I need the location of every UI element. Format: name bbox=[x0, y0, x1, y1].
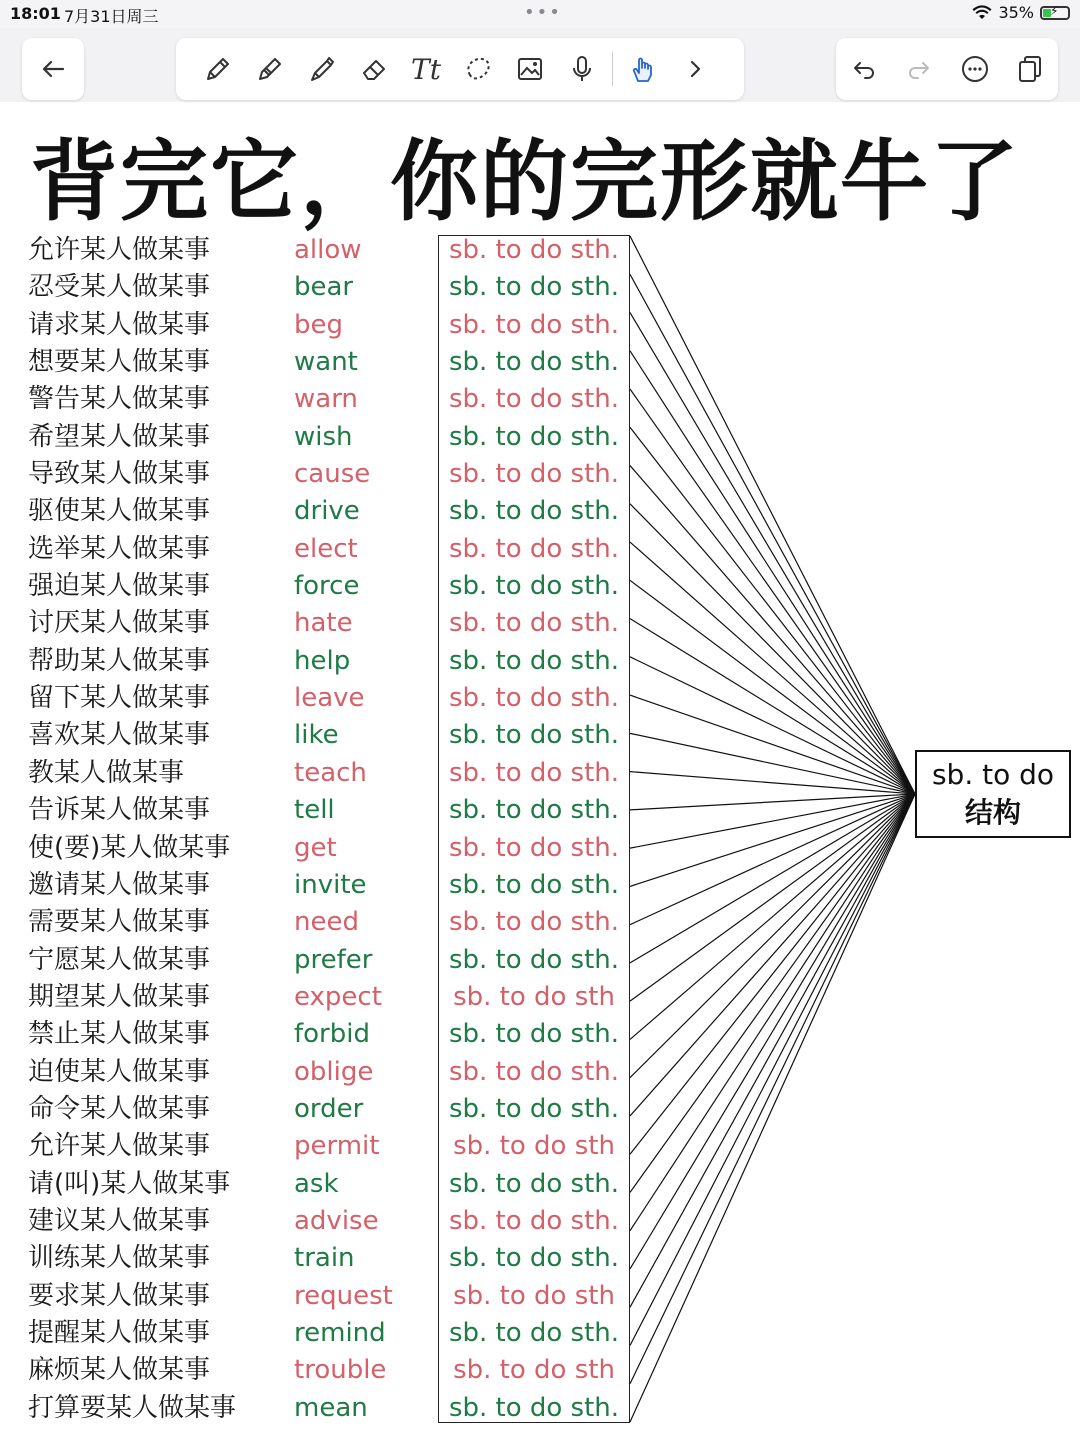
connector-line bbox=[630, 794, 915, 1154]
verb-row: trouble bbox=[294, 1355, 387, 1386]
meaning-row: 留下某人做某事 bbox=[28, 683, 211, 714]
connector-line bbox=[630, 794, 915, 1384]
highlighter-icon[interactable] bbox=[296, 43, 348, 95]
pattern-row: sb. to do sth. bbox=[448, 459, 620, 490]
verb-row: allow bbox=[294, 235, 362, 265]
pattern-row: sb. to do sth. bbox=[448, 1019, 620, 1050]
verb-row: elect bbox=[294, 533, 358, 564]
meaning-row: 迫使某人做某事 bbox=[28, 1056, 211, 1087]
meaning-row: 要求某人做某事 bbox=[28, 1280, 211, 1311]
pattern-row: sb. to do sth. bbox=[448, 1243, 620, 1274]
pattern-row: sb. to do sth bbox=[453, 1131, 615, 1162]
connector-line bbox=[630, 794, 915, 1307]
verb-row: hate bbox=[294, 608, 353, 639]
verb-row: request bbox=[294, 1280, 393, 1311]
connector-line bbox=[630, 274, 915, 794]
connector-line bbox=[630, 351, 915, 794]
connector-line bbox=[630, 313, 915, 794]
pattern-row: sb. to do sth. bbox=[448, 795, 620, 826]
verb-row: forbid bbox=[294, 1019, 370, 1050]
verb-row: need bbox=[294, 907, 359, 938]
connector-line bbox=[630, 733, 915, 794]
verb-row: expect bbox=[294, 981, 382, 1012]
status-right bbox=[972, 3, 1070, 22]
meaning-row: 驱使某人做某事 bbox=[28, 496, 211, 527]
meaning-row: 期望某人做某事 bbox=[28, 981, 211, 1012]
pattern-row: sb. to do sth bbox=[453, 981, 615, 1012]
lasso-icon[interactable] bbox=[452, 43, 504, 95]
connector-line bbox=[630, 580, 915, 794]
summary-box bbox=[915, 750, 1071, 838]
verb-row: leave bbox=[294, 683, 365, 714]
meaning-row: 告诉某人做某事 bbox=[28, 795, 211, 826]
pattern-row: sb. to do sth. bbox=[448, 944, 620, 975]
verb-row: ask bbox=[294, 1168, 339, 1199]
connector-line bbox=[630, 794, 915, 963]
pen-icon[interactable] bbox=[244, 43, 296, 95]
text-tool-glyph: Tt bbox=[411, 52, 441, 86]
more-icon[interactable] bbox=[949, 43, 1001, 95]
verb-row: get bbox=[294, 832, 337, 863]
hand-pointer-icon[interactable] bbox=[617, 43, 669, 95]
connector-line bbox=[630, 794, 915, 925]
verb-row: advise bbox=[294, 1205, 379, 1236]
verb-row: teach bbox=[294, 757, 367, 788]
battery-icon: ⚡ bbox=[1040, 6, 1070, 20]
meaning-row: 训练某人做某事 bbox=[28, 1243, 211, 1274]
verb-row: tell bbox=[294, 795, 335, 826]
status-date: 7月31日周三 bbox=[64, 7, 159, 26]
meaning-row: 教某人做某事 bbox=[28, 757, 185, 788]
pattern-row: sb. to do sth. bbox=[448, 1317, 620, 1348]
verb-row: cause bbox=[294, 459, 371, 490]
meaning-row: 需要某人做某事 bbox=[28, 907, 211, 938]
verb-row: invite bbox=[294, 869, 367, 900]
image-icon[interactable] bbox=[504, 43, 556, 95]
verb-row: mean bbox=[294, 1392, 368, 1423]
meaning-row: 讨厌某人做某事 bbox=[28, 608, 211, 639]
status-bar bbox=[0, 0, 1080, 28]
pattern-row: sb. to do sth. bbox=[448, 832, 620, 863]
status-time: 18:01 bbox=[10, 4, 61, 23]
microphone-icon[interactable] bbox=[556, 43, 608, 95]
connector-line bbox=[630, 794, 915, 1269]
pattern-row: sb. to do sth. bbox=[448, 869, 620, 900]
meaning-row: 邀请某人做某事 bbox=[28, 869, 211, 900]
pattern-row: sb. to do sth. bbox=[448, 347, 620, 378]
connector-line bbox=[630, 542, 915, 794]
pages-icon[interactable] bbox=[1004, 43, 1056, 95]
meaning-row: 打算要某人做某事 bbox=[28, 1392, 237, 1423]
pattern-row: sb. to do sth. bbox=[448, 272, 620, 303]
verb-row: want bbox=[294, 347, 358, 378]
back-arrow-icon[interactable] bbox=[27, 43, 79, 95]
summary-line-1: sb. to do bbox=[931, 758, 1055, 791]
verb-row: like bbox=[294, 720, 339, 751]
meaning-row: 禁止某人做某事 bbox=[28, 1019, 211, 1050]
verb-row: beg bbox=[294, 309, 344, 340]
meaning-row: 宁愿某人做某事 bbox=[28, 944, 211, 975]
verb-column bbox=[294, 232, 393, 1427]
pattern-row: sb. to do sth. bbox=[448, 1392, 620, 1423]
summary-line-2: 结构 bbox=[964, 796, 1021, 829]
pattern-row: sb. to do sth. bbox=[448, 907, 620, 938]
verb-row: bear bbox=[294, 272, 354, 303]
pattern-row: sb. to do sth. bbox=[448, 384, 620, 415]
connector-line bbox=[630, 504, 915, 794]
wifi-icon bbox=[972, 5, 992, 21]
verb-row: train bbox=[294, 1243, 355, 1274]
meaning-row: 忍受某人做某事 bbox=[28, 272, 211, 303]
meaning-row: 请(叫)某人做某事 bbox=[28, 1168, 231, 1199]
pattern-row: sb. to do sth. bbox=[448, 571, 620, 602]
meaning-row: 喜欢某人做某事 bbox=[28, 720, 211, 751]
connector-line bbox=[630, 619, 915, 794]
connector-line bbox=[630, 794, 915, 810]
verb-row: drive bbox=[294, 496, 360, 527]
meaning-row: 建议某人做某事 bbox=[28, 1205, 211, 1236]
meaning-row: 请求某人做某事 bbox=[28, 309, 211, 340]
connector-line bbox=[630, 695, 915, 794]
connector-line bbox=[630, 794, 915, 1078]
pattern-row: sb. to do sth. bbox=[448, 533, 620, 564]
toolbar-separator bbox=[612, 52, 613, 86]
meaning-row: 强迫某人做某事 bbox=[28, 571, 211, 602]
text-tool-icon[interactable] bbox=[400, 43, 452, 95]
verb-row: permit bbox=[294, 1131, 380, 1162]
verb-row: prefer bbox=[294, 944, 373, 975]
connector-line bbox=[630, 657, 915, 794]
pattern-row: sb. to do sth. bbox=[448, 421, 620, 452]
connector-line bbox=[630, 466, 915, 794]
verb-row: remind bbox=[294, 1317, 386, 1348]
battery-percent: 35% bbox=[998, 3, 1034, 22]
meaning-row: 希望某人做某事 bbox=[28, 421, 211, 452]
connector-line bbox=[630, 794, 915, 1039]
actions-pill bbox=[836, 38, 1058, 100]
meaning-row: 麻烦某人做某事 bbox=[28, 1355, 211, 1386]
pattern-row: sb. to do sth. bbox=[448, 645, 620, 676]
pattern-row: sb. to do sth. bbox=[448, 235, 620, 265]
pattern-row: sb. to do sth. bbox=[448, 1093, 620, 1124]
connector-line bbox=[630, 794, 915, 1001]
pattern-row: sb. to do sth. bbox=[448, 309, 620, 340]
meaning-row: 命令某人做某事 bbox=[28, 1093, 211, 1124]
meaning-row: 导致某人做某事 bbox=[28, 459, 211, 490]
redo-icon[interactable] bbox=[893, 43, 945, 95]
multitask-dots-icon[interactable]: ••• bbox=[524, 2, 562, 23]
meaning-row: 允许某人做某事 bbox=[28, 1131, 211, 1162]
connector-line bbox=[630, 794, 915, 1422]
pattern-row: sb. to do sth. bbox=[448, 757, 620, 788]
pattern-row: sb. to do sth. bbox=[448, 1168, 620, 1199]
connector-line bbox=[630, 794, 915, 1192]
meaning-row: 使(要)某人做某事 bbox=[28, 832, 231, 863]
meaning-row: 帮助某人做某事 bbox=[28, 645, 211, 676]
connector-line bbox=[630, 794, 915, 1231]
pattern-row: sb. to do sth. bbox=[448, 720, 620, 751]
verb-row: order bbox=[294, 1093, 364, 1124]
eraser-icon[interactable] bbox=[348, 43, 400, 95]
connector-line bbox=[630, 389, 915, 794]
back-pill bbox=[22, 38, 84, 100]
meaning-row: 选举某人做某事 bbox=[28, 533, 211, 564]
connector-line bbox=[630, 794, 915, 848]
connector-line bbox=[630, 794, 915, 886]
verb-row: help bbox=[294, 645, 351, 676]
connector-line bbox=[630, 427, 915, 794]
connector-line bbox=[630, 794, 915, 1345]
pattern-row: sb. to do sth. bbox=[448, 496, 620, 527]
meaning-row: 提醒某人做某事 bbox=[28, 1317, 211, 1348]
undo-icon[interactable] bbox=[838, 43, 890, 95]
pattern-row: sb. to do sth bbox=[453, 1280, 615, 1311]
chinese-meaning-column bbox=[28, 232, 236, 1427]
tools-pill bbox=[176, 38, 744, 100]
connector-line bbox=[630, 794, 915, 1116]
connector-line bbox=[630, 236, 915, 794]
pattern-column bbox=[438, 232, 630, 1427]
verb-row: oblige bbox=[294, 1056, 374, 1087]
verb-row: warn bbox=[294, 384, 358, 415]
pattern-row: sb. to do sth bbox=[453, 1355, 615, 1386]
meaning-row: 允许某人做某事 bbox=[28, 235, 211, 265]
pattern-row: sb. to do sth. bbox=[448, 608, 620, 639]
pattern-row: sb. to do sth. bbox=[448, 1205, 620, 1236]
chevron-right-icon[interactable] bbox=[669, 43, 721, 95]
meaning-row: 想要某人做某事 bbox=[28, 347, 211, 378]
page-title: 背完它，你的完形就牛了 bbox=[30, 130, 1021, 233]
verb-row: force bbox=[294, 571, 360, 602]
verb-row: wish bbox=[294, 421, 353, 452]
pattern-row: sb. to do sth. bbox=[448, 1056, 620, 1087]
meaning-row: 警告某人做某事 bbox=[28, 384, 211, 415]
pattern-row: sb. to do sth. bbox=[448, 683, 620, 714]
connector-line bbox=[630, 772, 915, 794]
pencil-icon[interactable] bbox=[192, 43, 244, 95]
